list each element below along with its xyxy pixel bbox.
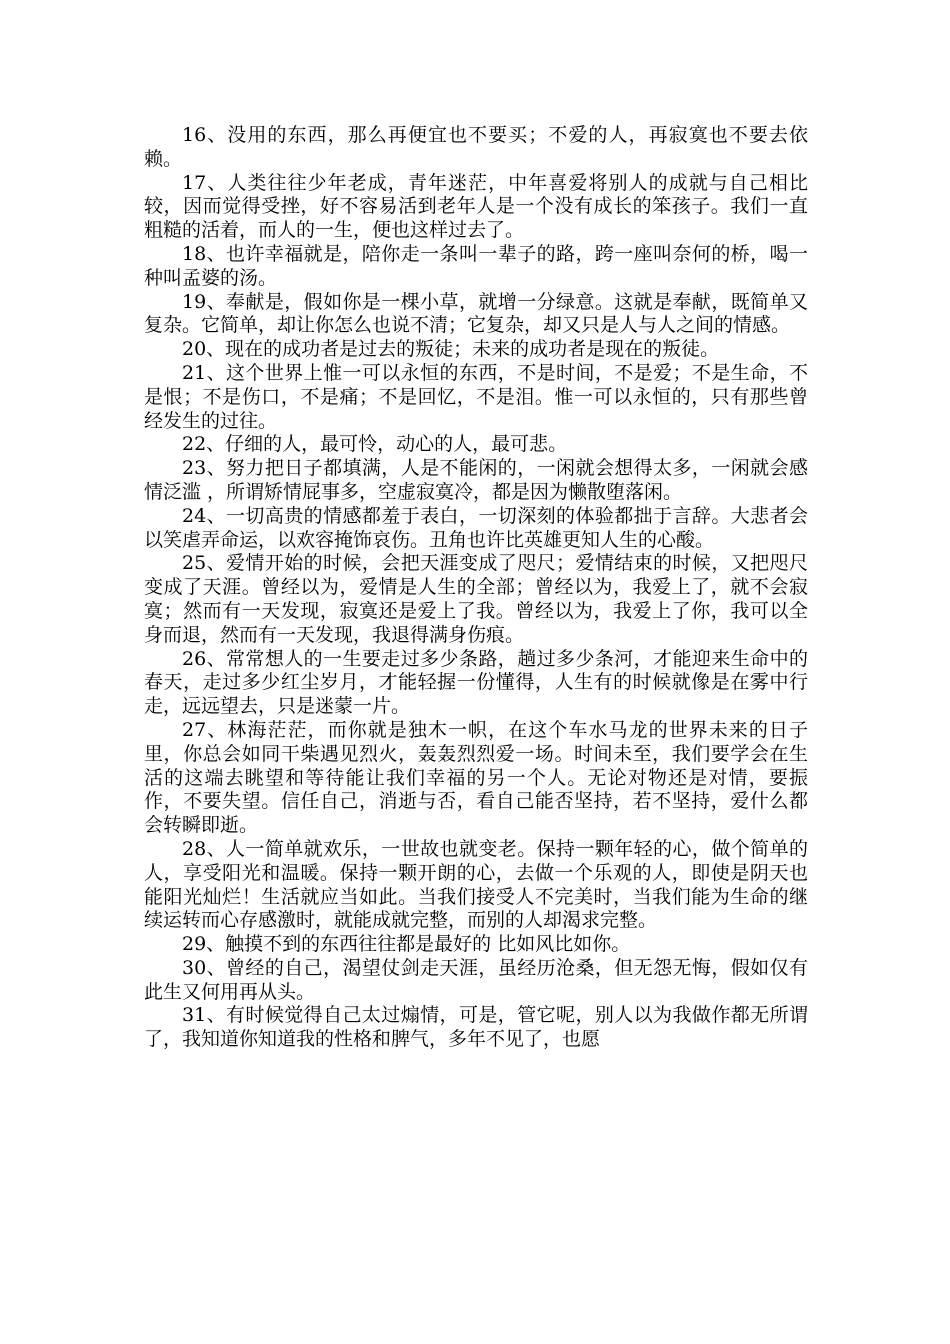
paragraph-16: 16、没用的东西，那么再便宜也不要买；不爱的人，再寂寞也不要去依赖。	[144, 124, 808, 170]
paragraph-17: 17、人类往往少年老成，青年迷茫，中年喜爱将别人的成就与自己相比较，因而觉得受挫，好不容易活到老年人是一个没有成长的笨孩子。我们一直粗糙的活着，而人的一生，便也这样过去了。	[144, 171, 808, 242]
paragraph-21: 21、这个世界上惟一可以永恒的东西，不是时间，不是爱；不是生命，不是恨；不是伤口，不是痛；不是回忆，不是泪。惟一可以永恒的，只有那些曾经发生的过往。	[144, 361, 808, 432]
paragraph-31: 31、有时候觉得自己太过煽情，可是，管它呢，别人以为我做作都无所谓了，我知道你知道我的性格和脾气，多年不见了，也愿	[144, 1004, 808, 1051]
paragraph-29: 29、触摸不到的东西往往都是最好的 比如风比如你。	[182, 933, 631, 956]
paragraph-23: 23、努力把日子都填满，人是不能闲的，一闲就会想得太多，一闲就会感情泛滥 ，所谓矫情屁事多，空虚寂寞冷，都是因为懒散堕落闲。	[144, 457, 808, 503]
paragraph-20: 20、现在的成功者是过去的叛徒；未来的成功者是现在的叛徒。	[182, 338, 720, 361]
paragraph-25: 25、爱情开始的时候，会把天涯变成了咫尺；爱情结束的时候，又把咫尺变成了天涯。曾经以为，爱情是人生的全部；曾经以为，我爱上了，就不会寂寞；然而有一天发现，寂寞还是爱上了我。曾经以为，我爱上了你，我可以全身而退，然而有一天发现，我退得满身伤痕。	[144, 552, 808, 646]
paragraph-19: 19、奉献是，假如你是一棵小草，就增一分绿意。这就是奉献，既简单又复杂。它简单，却让你怎么也说不清；它复杂，却又只是人与人之间的情感。	[144, 290, 808, 337]
paragraph-30: 30、曾经的自己，渴望仗剑走天涯，虽经历沧桑，但无怨无悔，假如仅有此生又何用再从头。	[144, 956, 808, 1003]
paragraph-24: 24、一切高贵的情感都羞于表白，一切深刻的体验都拙于言辞。大悲者会以笑虐弄命运，以欢容掩饰哀伤。丑角也许比英雄更知人生的心酸。	[144, 504, 808, 551]
paragraph-26: 26、常常想人的一生要走过多少条路，趟过多少条河，才能迎来生命中的春天，走过多少红尘岁月，才能轻握一份懂得，人生有的时候就像是在雾中行走，远远望去，只是迷蒙一片。	[144, 647, 808, 718]
paragraph-28: 28、人一简单就欢乐，一世故也就变老。保持一颗年轻的心，做个简单的人，享受阳光和温暖。保持一颗开朗的心，去做一个乐观的人，即使是阴天也能阳光灿烂！生活就应当如此。当我们接受人不完美时，当我们能为生命的继续运转而心存感激时，就能成就完整，而别的人却渴求完整。	[144, 837, 808, 932]
paragraph-22: 22、仔细的人，最可怜，动心的人，最可悲。	[182, 433, 568, 456]
paragraph-27: 27、林海茫茫，而你就是独木一帜，在这个车水马龙的世界未来的日子里，你总会如同干柴遇见烈火，轰轰烈烈爱一场。时间未至，我们要学会在生活的这端去眺望和等待能让我们幸福的另一个人。无论对物还是对情，要振作，不要失望。信任自己，消逝与否，看自己能否坚持，若不坚持，爱什么都会转瞬即逝。	[144, 718, 808, 837]
paragraph-18: 18、也许幸福就是，陪你走一条叫一辈子的路，跨一座叫奈何的桥，喝一种叫孟婆的汤。	[144, 242, 808, 289]
document-body	[144, 124, 808, 1052]
